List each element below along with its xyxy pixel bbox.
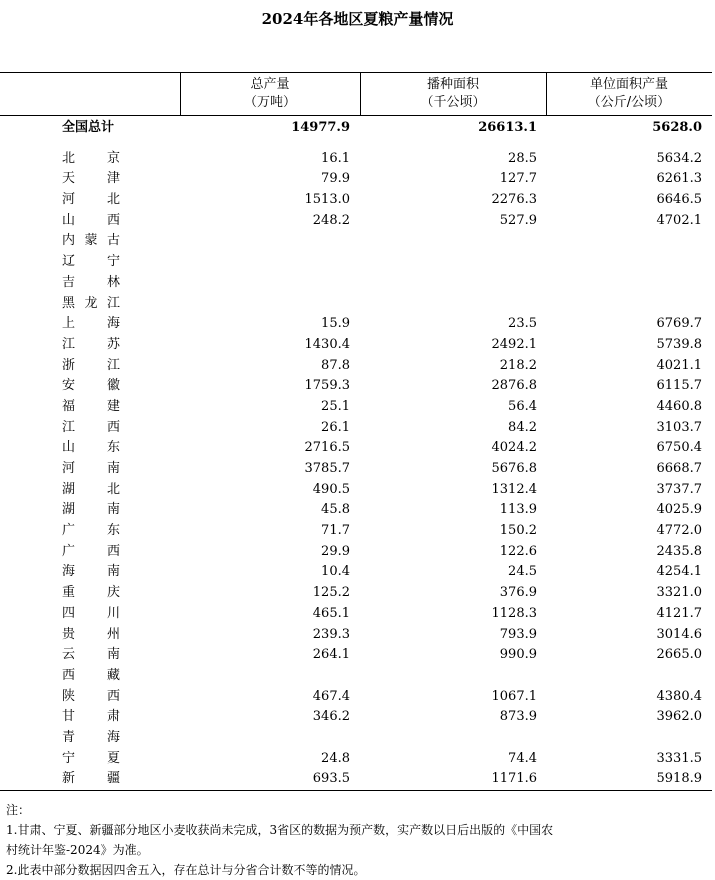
region-name: 福 建 [62,398,120,414]
region-name: 江 西 [62,419,120,435]
table-row [0,356,712,377]
area-cell: 4024.2 [491,440,537,456]
yield-cell: 4460.8 [656,398,702,414]
area-cell: 1312.4 [491,481,537,497]
notes-heading: 注： [6,803,31,817]
table-row [0,562,712,583]
area-cell: 793.9 [499,626,537,642]
table-row [0,645,712,666]
table-row [0,666,712,687]
region-name: 海 南 [62,564,120,580]
table-row [0,625,712,646]
table-row [0,376,712,397]
output-cell: 239.3 [312,626,350,642]
region-name: 湖 南 [62,502,120,518]
table-row [0,707,712,728]
output-cell: 45.8 [321,502,350,518]
output-cell: 1513.0 [304,192,350,208]
yield-cell: 3331.5 [656,750,702,766]
yield-cell: 3103.7 [656,419,702,435]
yield-cell: 2435.8 [656,543,702,559]
area-cell: 873.9 [499,709,537,725]
output-cell: 71.7 [321,523,350,539]
area-cell: 2492.1 [491,336,537,352]
output-cell: 16.1 [321,150,350,166]
region-name: 西 藏 [62,667,120,683]
yield-cell: 5918.9 [656,771,702,787]
yield-cell: 5634.2 [656,150,702,166]
region-name: 内 蒙 古 [62,233,120,249]
yield-cell: 6261.3 [656,171,702,187]
yield-cell: 4772.0 [656,523,702,539]
area-cell: 23.5 [508,316,537,332]
header-output [180,73,360,115]
header-output-line1: 总产量 [250,77,290,92]
area-cell: 24.5 [508,564,537,580]
region-name: 广 东 [62,523,120,539]
total-label: 全国总计 [62,120,115,135]
table-row [0,687,712,708]
region-name: 河 北 [62,192,120,208]
region-name: 青 海 [62,729,120,745]
table-row [0,438,712,459]
region-name: 四 川 [62,605,120,621]
region-name: 湖 北 [62,481,120,497]
region-name: 陕 西 [62,688,120,704]
area-cell: 84.2 [508,419,537,435]
table-row [0,149,712,170]
output-cell: 693.5 [312,771,350,787]
region-name: 北 京 [62,150,120,166]
notes [6,800,711,880]
output-cell: 125.2 [312,585,350,601]
area-cell: 74.4 [508,750,537,766]
total-yield: 5628.0 [652,120,702,135]
header-area-line2: （千公顷） [420,95,486,110]
header-yield [546,73,712,115]
area-cell: 218.2 [499,357,537,373]
region-name: 重 庆 [62,585,120,601]
total-output: 14977.9 [291,120,350,135]
yield-cell: 6115.7 [656,378,702,394]
output-cell: 264.1 [312,647,350,663]
yield-cell: 4021.1 [656,357,702,373]
note-1b: 村统计年鉴-2024》为准。 [6,843,149,857]
header-output-line2: （万吨） [243,95,296,110]
area-cell: 28.5 [508,150,537,166]
output-cell: 15.9 [321,316,350,332]
table-row [0,335,712,356]
yield-cell: 2665.0 [656,647,702,663]
page-title: 2024年各地区夏粮产量情况 [261,10,454,28]
table-row [0,459,712,480]
yield-cell: 3014.6 [656,626,702,642]
table-row [0,397,712,418]
area-cell: 2876.8 [491,378,537,394]
output-cell: 467.4 [312,688,350,704]
area-cell: 990.9 [499,647,537,663]
area-cell: 150.2 [499,523,537,539]
area-cell: 122.6 [499,543,537,559]
output-cell: 1430.4 [304,336,350,352]
table-row [0,583,712,604]
area-cell: 376.9 [499,585,537,601]
region-name: 安 徽 [62,378,120,394]
region-name: 吉 林 [62,274,120,290]
yield-cell: 6668.7 [656,461,702,476]
area-cell: 56.4 [508,398,537,414]
yield-cell: 5739.8 [656,336,702,352]
table-row [0,314,712,335]
region-name: 宁 夏 [62,750,120,766]
yield-cell: 6769.7 [656,316,702,332]
region-name: 山 东 [62,440,120,456]
output-cell: 10.4 [321,564,350,580]
output-cell: 79.9 [321,171,350,187]
yield-cell: 6646.5 [656,192,702,208]
table-row [0,480,712,501]
yield-cell: 4121.7 [656,605,702,621]
table-row [0,169,712,190]
region-name: 新 疆 [62,771,120,787]
table-bottom-rule [0,790,712,791]
output-cell: 87.8 [321,357,350,373]
table-row [0,728,712,749]
table-row [0,252,712,273]
output-cell: 2716.5 [304,440,350,456]
header-yield-line2: （公斤/公顷） [587,95,671,110]
total-row [0,118,712,139]
table-body [0,149,712,790]
region-name: 河 南 [62,461,120,476]
output-cell: 346.2 [312,709,350,725]
total-area: 26613.1 [478,120,537,135]
area-cell: 113.9 [499,502,537,518]
region-name: 辽 宁 [62,254,120,270]
area-cell: 1171.6 [491,771,537,787]
region-name: 甘 肃 [62,709,120,725]
yield-cell: 3321.0 [656,585,702,601]
yield-cell: 3962.0 [656,709,702,725]
region-name: 江 苏 [62,336,120,352]
table-row [0,190,712,211]
header-area [360,73,546,115]
output-cell: 25.1 [321,398,350,414]
region-name: 黑 龙 江 [62,295,120,311]
table-row [0,418,712,439]
table-row [0,749,712,770]
note-2: 2.此表中部分数据因四舍五入，存在总计与分省合计数不等的情况。 [6,863,366,877]
area-cell: 2276.3 [491,192,537,208]
table-row [0,542,712,563]
header-yield-line1: 单位面积产量 [589,77,668,92]
table-header [0,72,712,116]
yield-cell: 4254.1 [656,564,702,580]
output-cell: 465.1 [312,605,350,621]
region-name: 广 西 [62,543,120,559]
yield-cell: 4702.1 [656,212,702,228]
output-cell: 248.2 [312,212,350,228]
yield-cell: 4380.4 [656,688,702,704]
yield-cell: 6750.4 [656,440,702,456]
table-row [0,211,712,232]
output-cell: 1759.3 [304,378,350,394]
region-name: 上 海 [62,316,120,332]
output-cell: 3785.7 [304,461,350,476]
table-row [0,769,712,790]
region-name: 云 南 [62,647,120,663]
table-row [0,604,712,625]
region-name: 浙 江 [62,357,120,373]
yield-cell: 3737.7 [656,481,702,497]
table-row [0,500,712,521]
table-row [0,273,712,294]
area-cell: 527.9 [499,212,537,228]
data-table [0,72,712,791]
area-cell: 1067.1 [491,688,537,704]
note-1a: 1.甘肃、宁夏、新疆部分地区小麦收获尚未完成，3省区的数据为预产数，实产数以日后出版的《中国农 [6,823,554,837]
output-cell: 29.9 [321,543,350,559]
header-area-line1: 播种面积 [426,77,479,92]
region-name: 贵 州 [62,626,120,642]
region-name: 山 西 [62,212,120,228]
table-row [0,294,712,315]
output-cell: 490.5 [312,481,350,497]
area-cell: 127.7 [499,171,537,187]
table-row [0,521,712,542]
output-cell: 26.1 [321,419,350,435]
area-cell: 5676.8 [491,461,537,476]
output-cell: 24.8 [321,750,350,766]
table-row [0,231,712,252]
yield-cell: 4025.9 [656,502,702,518]
region-name: 天 津 [62,171,120,187]
area-cell: 1128.3 [491,605,537,621]
